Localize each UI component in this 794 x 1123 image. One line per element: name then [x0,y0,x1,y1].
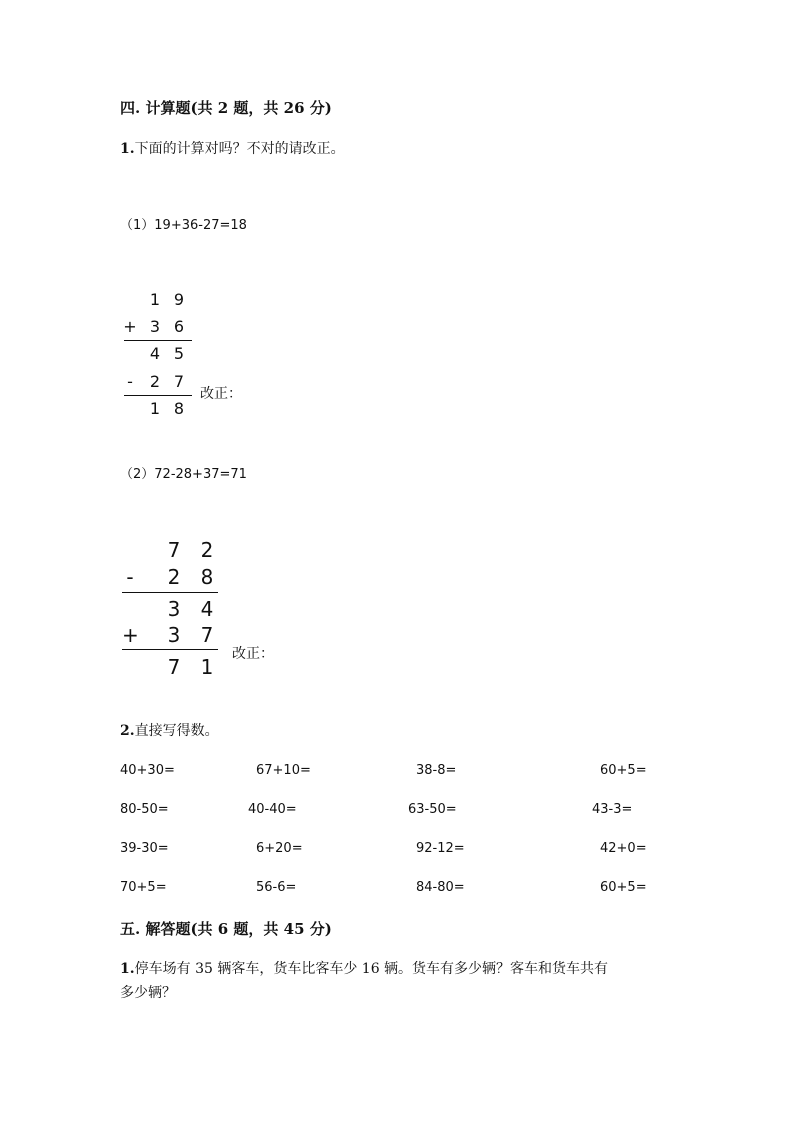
section-4-title: 四. 计算题(共 2 题，共 26 分) [120,99,332,117]
arithmetic-item: 70+5= [120,880,167,895]
word-problem-1-continuation: 多少辆？ [120,985,176,1001]
calc-digit: 7 [167,538,181,562]
calc-digit: 3 [167,623,181,647]
question-text: 直接写得数。 [134,723,219,739]
arithmetic-item: 43-3= [592,802,633,817]
arithmetic-item: 92-12= [416,841,465,856]
calc-digit: 5 [173,344,185,363]
vertical-calculation-2 [120,538,230,683]
calc-divider [124,340,192,341]
calc-sign: - [126,565,134,589]
calc-digit: 9 [173,290,185,309]
section-5-title: 五. 解答题(共 6 题，共 45 分) [120,920,332,938]
calc-digit: 8 [173,399,185,418]
question-number: 2. [120,723,135,739]
calc-sign: + [122,623,139,647]
calc-digit: 7 [200,623,214,647]
question-number: 1. [120,141,135,157]
word-problem-1 [120,958,608,978]
correction-label-2: 改正： [232,646,274,662]
calc-digit: 1 [149,399,161,418]
question-number: 1. [120,961,135,977]
arithmetic-item: 80-50= [120,802,169,817]
calc-digit: 6 [173,317,185,336]
calc-divider [122,649,218,650]
calc-digit: 2 [149,372,161,391]
calc-sign: - [127,372,133,391]
arithmetic-item: 40+30= [120,763,175,778]
arithmetic-item: 56-6= [256,880,297,895]
arithmetic-item: 38-8= [416,763,457,778]
calc-digit: 2 [200,538,214,562]
question-1 [120,138,345,158]
calc-digit: 7 [173,372,185,391]
calc-digit: 4 [200,597,214,621]
calc-digit: 1 [149,290,161,309]
arithmetic-item: 67+10= [256,763,311,778]
calc-digit: 3 [167,597,181,621]
calc-digit: 7 [167,655,181,679]
arithmetic-item: 60+5= [600,763,647,778]
arithmetic-item: 40-40= [248,802,297,817]
calc-divider [122,592,218,593]
vertical-calculation-1 [120,290,200,425]
sub-question-2-label: （2）72-28+37=71 [120,467,247,482]
question-text: 停车场有 35 辆客车，货车比客车少 16 辆。货车有多少辆？客车和货车共有 [134,961,609,977]
arithmetic-item: 84-80= [416,880,465,895]
calc-digit: 1 [200,655,214,679]
correction-label-1: 改正： [200,386,242,402]
arithmetic-item: 63-50= [408,802,457,817]
calc-digit: 3 [149,317,161,336]
arithmetic-item: 39-30= [120,841,169,856]
arithmetic-item: 60+5= [600,880,647,895]
question-text: 下面的计算对吗？不对的请改正。 [134,141,345,157]
calc-digit: 8 [200,565,214,589]
question-2 [120,720,219,740]
calc-digit: 2 [167,565,181,589]
calc-divider [124,395,192,396]
calc-digit: 4 [149,344,161,363]
arithmetic-item: 6+20= [256,841,303,856]
arithmetic-item: 42+0= [600,841,647,856]
sub-question-1-label: （1）19+36-27=18 [120,218,247,233]
calc-sign: + [123,317,137,336]
